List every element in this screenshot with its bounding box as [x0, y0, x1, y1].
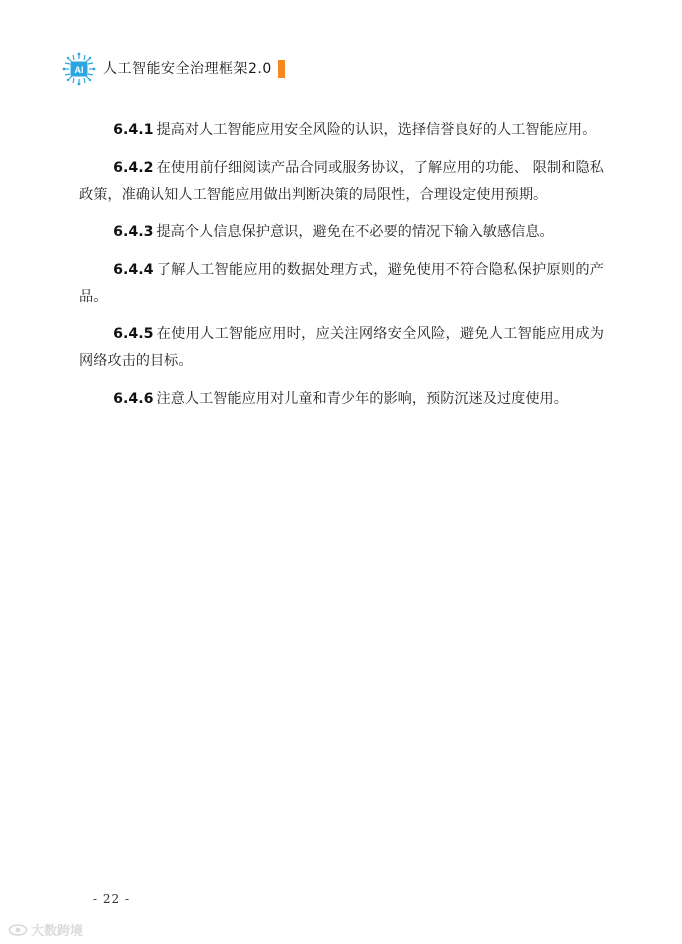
paragraph-text: 提高个人信息保护意识，避免在不必要的情况下输入敏感信息。	[156, 224, 554, 240]
watermark-text: 大数跨境	[31, 924, 84, 939]
section-number: 6.4.2	[113, 159, 154, 176]
section-number: 6.4.5	[113, 326, 154, 342]
paragraph-6-4-5	[79, 321, 604, 375]
paragraph-text: 在使用前仔细阅读产品合同或服务协议，了解应用的功能、 限制和隐私政策，准确认知人工智能应用做出判断决策的局限性，合理设定使用预期。	[79, 159, 604, 203]
header-accent-bar	[278, 60, 285, 78]
section-number: 6.4.1	[113, 122, 154, 138]
paragraph-text: 提高对人工智能应用安全风险的认识，选择信誉良好的人工智能应用。	[156, 122, 597, 138]
paragraph-6-4-6	[79, 386, 604, 413]
document-body	[79, 117, 604, 423]
paragraph-text: 了解人工智能应用的数据处理方式，避免使用不符合隐私保护原则的产品。	[79, 261, 604, 305]
paragraph-6-4-3	[79, 219, 604, 246]
paragraph-6-4-4	[79, 257, 604, 311]
watermark	[8, 920, 83, 939]
paragraph-text: 注意人工智能应用对儿童和青少年的影响，预防沉迷及过度使用。	[156, 390, 568, 407]
logo-text: AI	[74, 65, 84, 75]
ai-chip-logo-icon	[62, 52, 96, 86]
section-number: 6.4.6	[113, 390, 154, 407]
eye-logo-icon	[8, 923, 28, 937]
section-number: 6.4.4	[113, 261, 154, 278]
document-title: 人工智能安全治理框架2.0	[103, 61, 272, 77]
paragraph-6-4-2	[79, 155, 604, 209]
section-number: 6.4.3	[113, 224, 154, 240]
page-header	[62, 52, 285, 86]
page-number: - 22 -	[93, 892, 131, 906]
paragraph-6-4-1	[79, 117, 604, 144]
paragraph-text: 在使用人工智能应用时，应关注网络安全风险，避免人工智能应用成为网络攻击的目标。	[79, 326, 604, 369]
